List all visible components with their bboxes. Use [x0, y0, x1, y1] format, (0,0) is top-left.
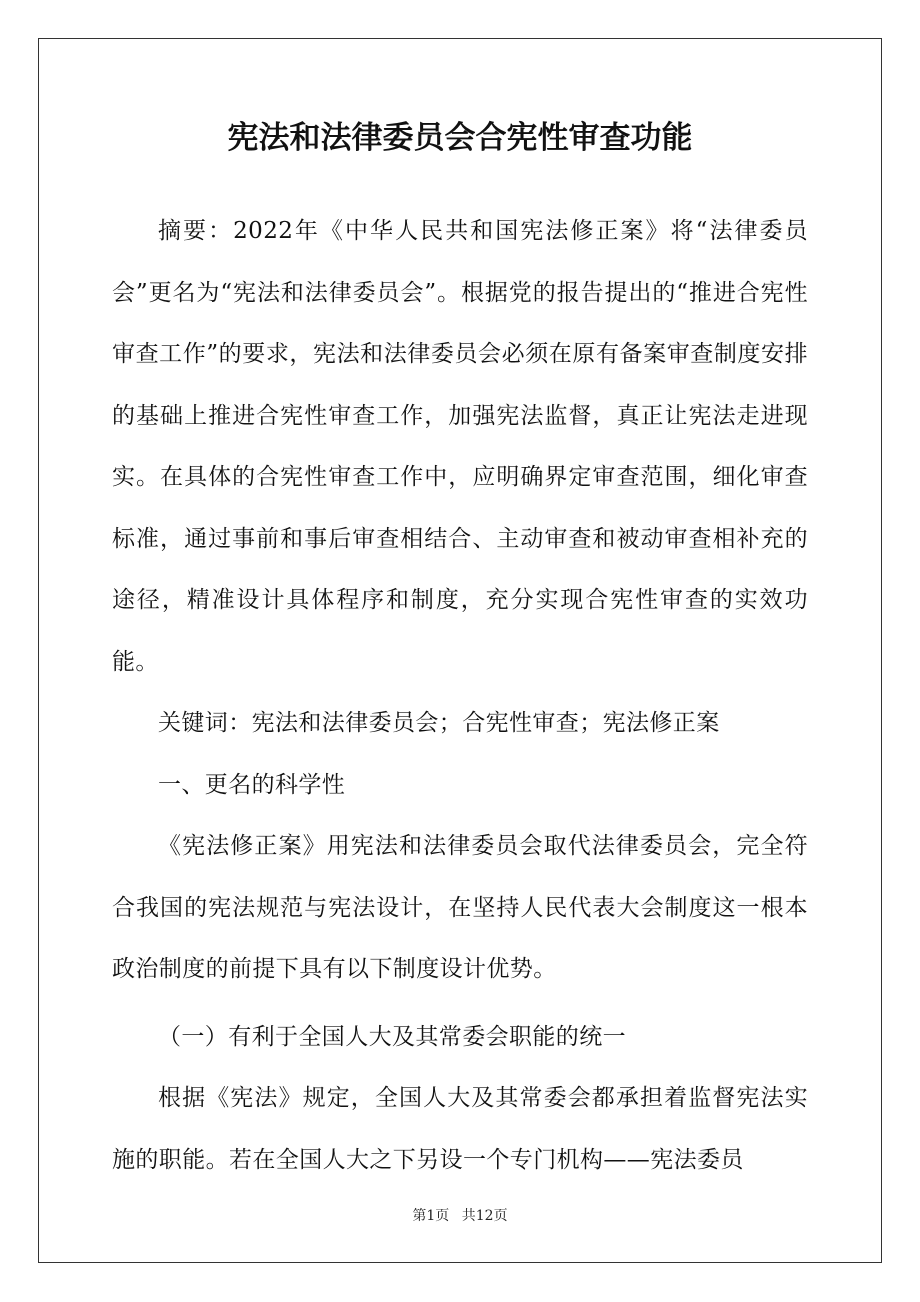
subsection-heading: （一）有利于全国人大及其常委会职能的统一: [158, 1023, 626, 1050]
subsection-paragraph: 根据《宪法》规定，全国人大及其常委会都承担着监督宪法实施的职能。若在全国人大之下另设一个专门机构——宪法委员: [112, 1085, 808, 1173]
abstract-paragraph: 摘要：2022年《中华人民共和国宪法修正案》将“法律委员会”更名为“宪法和法律委员会”。根据党的报告提出的“推进合宪性审查工作”的要求，宪法和法律委员会必须在原有备案审查制度安排的基础上推进合宪性审查工作，加强宪法监督，真正让宪法走进现实。在具体的合宪性审查工作中，应明确界定审查范围，细化审查标准，通过事前和事后审查相结合、主动审查和被动审查相补充的途径，精准设计具体程序和制度，充分实现合宪性审查的实效功能。: [112, 218, 808, 675]
keywords-line: 关键词：宪法和法律委员会；合宪性审查；宪法修正案: [158, 710, 720, 736]
section-heading: 一、更名的科学性: [158, 771, 346, 798]
document-body: [112, 112, 808, 1191]
document-title: 宪法和法律委员会合宪性审查功能: [227, 120, 693, 156]
section-paragraph: 《宪法修正案》用宪法和法律委员会取代法律委员会，完全符合我国的宪法规范与宪法设计，在坚持人民代表大会制度这一根本政治制度的前提下具有以下制度设计优势。: [112, 833, 808, 982]
page-footer: [0, 1205, 920, 1225]
page-total: 共12页: [461, 1208, 508, 1224]
page-number: 第1页: [412, 1208, 450, 1224]
